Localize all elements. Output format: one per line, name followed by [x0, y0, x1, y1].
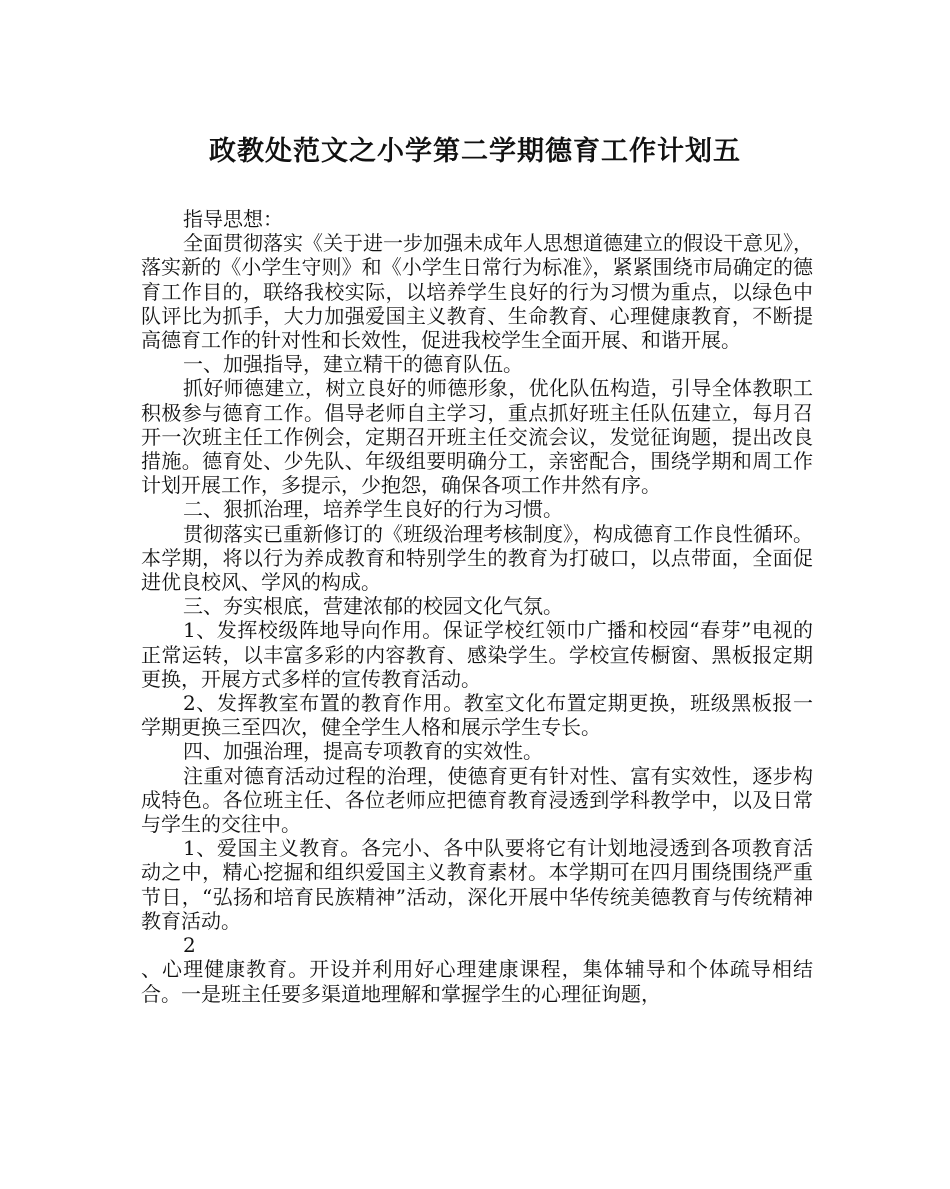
section-heading-1: 一、加强指导，建立精干的德育队伍。 [183, 352, 523, 377]
paragraph-section-4-item-1: 1、爱国主义教育。各完小、各中队要将它有计划地浸透到各项教育活动之中，精心挖掘和组织爱国主义教育素材。本学期可在四月围绕围绕严重节日，“弘扬和培育民族精神”活动，深化开展中华传统美德教育与传统精神教育活动。 [141, 836, 813, 933]
paragraph-section-4-item-2: 、心理健康教育。开设并利用好心理建康课程，集体辅导和个体疏导相结合。一是班主任要多渠道地理解和掌握学生的心理征询题， [141, 957, 813, 1006]
paragraph-section-2: 贯彻落实已重新修订的《班级治理考核制度》，构成德育工作良性循环。本学期，将以行为养成教育和特别学生的教育为打破口，以点带面，全面促进优良校风、学风的构成。 [141, 521, 813, 595]
section-heading-3: 三、夯实根底，营建浓郁的校园文化气氛。 [183, 594, 563, 619]
paragraph-guiding-thought: 全面贯彻落实《关于进一步加强未成年人思想道德建立的假设干意见》，落实新的《小学生守则》和《小学生日常行为标准》，紧紧围绕市局确定的德育工作目的，联络我校实际，以培养学生良好的行为习惯为重点，以绿色中队评比为抓手，大力加强爱国主义教育、生命教育、心理健康教育，不断提高德育工作的针对性和长效性，促进我校学生全面开展、和谐开展。 [141, 231, 813, 353]
paragraph-item-number: 2 [183, 933, 196, 958]
document-title: 政教处范文之小学第二学期德育工作计划五 [209, 136, 741, 167]
document-body [141, 207, 813, 1006]
paragraph-section-3-item-1: 1、发挥校级阵地导向作用。保证学校红领巾广播和校园“春芽”电视的正常运转，以丰富多彩的内容教育、感染学生。学校宣传橱窗、黑板报定期更换，开展方式多样的宣传教育活动。 [141, 618, 813, 691]
section-heading-2: 二、狠抓治理，培养学生良好的行为习惯。 [183, 497, 563, 522]
paragraph-section-4: 注重对德育活动过程的治理，使德育更有针对性、富有实效性，逐步构成特色。各位班主任、各位老师应把德育教育浸透到学科教学中，以及日常与学生的交往中。 [141, 763, 813, 837]
paragraph-section-3-item-2: 2、发挥教室布置的教育作用。教室文化布置定期更换，班级黑板报一学期更换三至四次，健全学生人格和展示学生专长。 [141, 691, 813, 740]
section-heading-4: 四、加强治理，提高专项教育的实效性。 [183, 739, 543, 764]
paragraph-guiding-thought-heading: 指导思想： [183, 207, 283, 231]
paragraph-section-1: 抓好师德建立，树立良好的师德形象，优化队伍构造，引导全体教职工积极参与德育工作。倡导老师自主学习，重点抓好班主任队伍建立，每月召开一次班主任工作例会，定期召开班主任交流会议，发觉征询题，提出改良措施。德育处、少先队、年级组要明确分工，亲密配合，围绕学期和周工作计划开展工作，多提示，少抱怨，确保各项工作井然有序。 [141, 376, 813, 498]
